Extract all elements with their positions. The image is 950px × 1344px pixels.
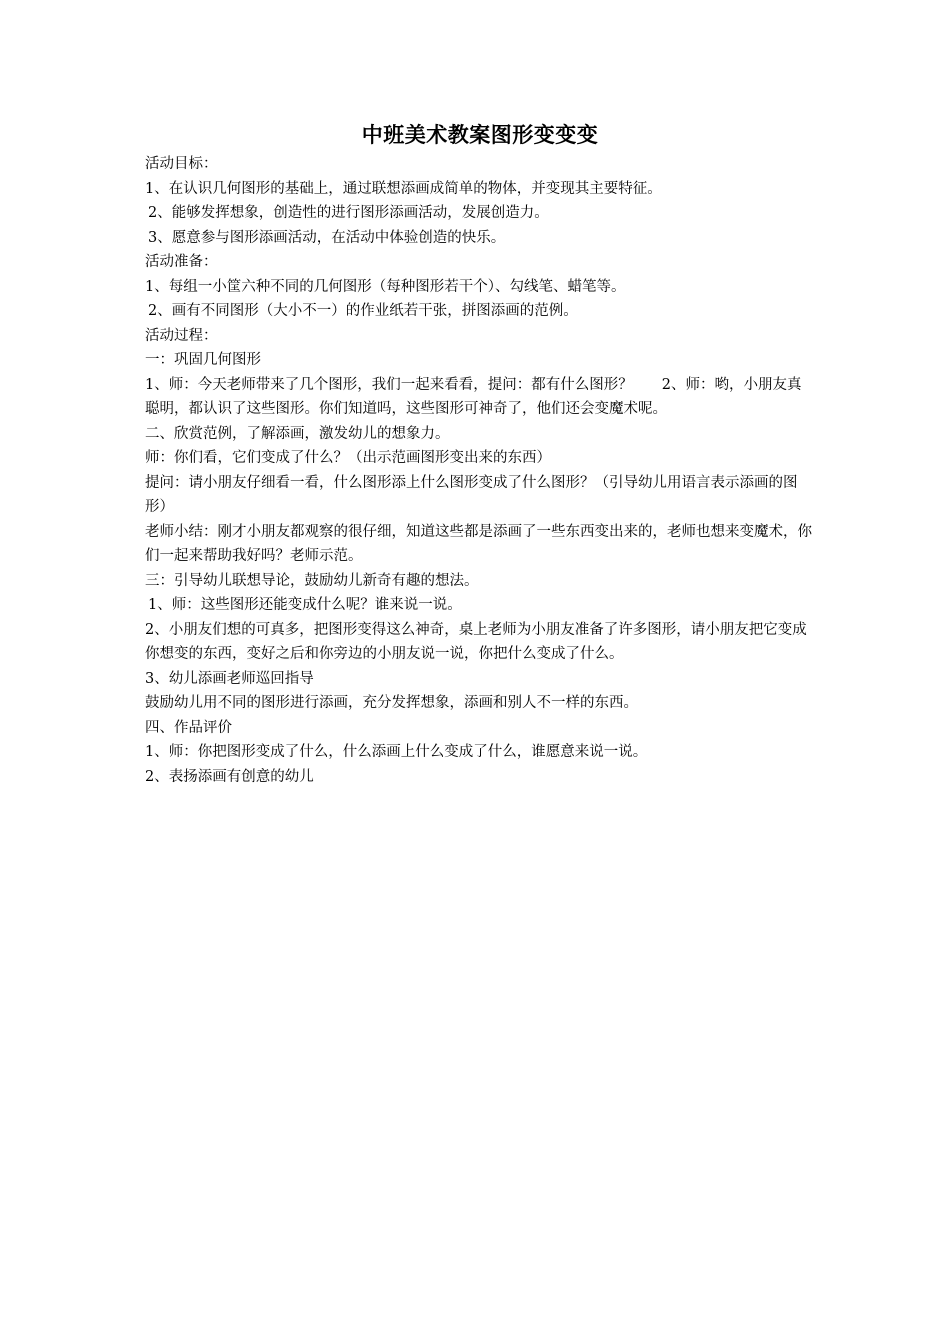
section-heading-preparation: 活动准备：: [145, 254, 218, 270]
document-title: 中班美术教案图形变变变: [361, 122, 599, 147]
process-step-3-item-3: 3、幼儿添画老师巡回指导: [145, 670, 314, 687]
process-step-4-heading: 四、作品评价: [145, 719, 232, 736]
process-step-2-teacher: 师：你们看，它们变成了什么？（出示范画图形变出来的东西）: [145, 450, 551, 466]
preparation-item-2: 2、画有不同图形（大小不一）的作业纸若干张，拼图添画的范例。: [148, 303, 578, 319]
process-step-4-item-1: 1、师：你把图形变成了什么，什么添画上什么变成了什么，谁愿意来说一说。: [145, 744, 648, 760]
process-step-3-item-2: 2、小朋友们想的可真多，把图形变得这么神奇，桌上老师为小朋友准备了许多图形，请小朋友把它变成你想变的东西，变好之后和你旁边的小朋友说一说，你把什么变成了什么。: [145, 621, 807, 662]
process-step-3-encourage: 鼓励幼儿用不同的图形进行添画，充分发挥想象，添画和别人不一样的东西。: [145, 695, 638, 711]
process-step-2-question: 提问：请小朋友仔细看一看，什么图形添上什么图形变成了什么图形？（引导幼儿用语言表示添画的图形）: [145, 474, 798, 515]
goal-item-1: 1、在认识几何图形的基础上，通过联想添画成简单的物体，并变现其主要特征。: [145, 180, 662, 197]
process-step-2-summary: 老师小结：刚才小朋友都观察的很仔细，知道这些都是添画了一些东西变出来的，老师也想来变魔术，你们一起来帮助我好吗？老师示范。: [145, 523, 812, 564]
goal-item-3: 3、愿意参与图形添画活动，在活动中体验创造的快乐。: [148, 229, 506, 246]
process-step-1-heading: 一：巩固几何图形: [145, 352, 261, 368]
process-step-3-item-1: 1、师：这些图形还能变成什么呢？谁来说一说。: [148, 597, 462, 613]
process-step-1-paragraph: 1、师：今天老师带来了几个图形，我们一起来看看，提问：都有什么图形？ 2、师：哟，小朋友真聪明，都认识了这些图形。你们知道吗，这些图形可神奇了，他们还会变魔术呢。: [145, 376, 802, 417]
section-heading-goals: 活动目标：: [145, 156, 218, 172]
process-step-4-item-2: 2、表扬添画有创意的幼儿: [145, 768, 314, 785]
document-page: [145, 120, 815, 789]
section-heading-process: 活动过程：: [145, 327, 218, 344]
preparation-item-1: 1、每组一小筐六种不同的几何图形（每种图形若干个）、勾线笔、蜡笔等。: [145, 278, 626, 295]
process-step-3-heading: 三：引导幼儿联想导论，鼓励幼儿新奇有趣的想法。: [145, 572, 479, 589]
process-step-2-heading: 二、欣赏范例，了解添画，激发幼儿的想象力。: [145, 425, 450, 442]
goal-item-2: 2、能够发挥想象，创造性的进行图形添画活动，发展创造力。: [148, 205, 549, 221]
